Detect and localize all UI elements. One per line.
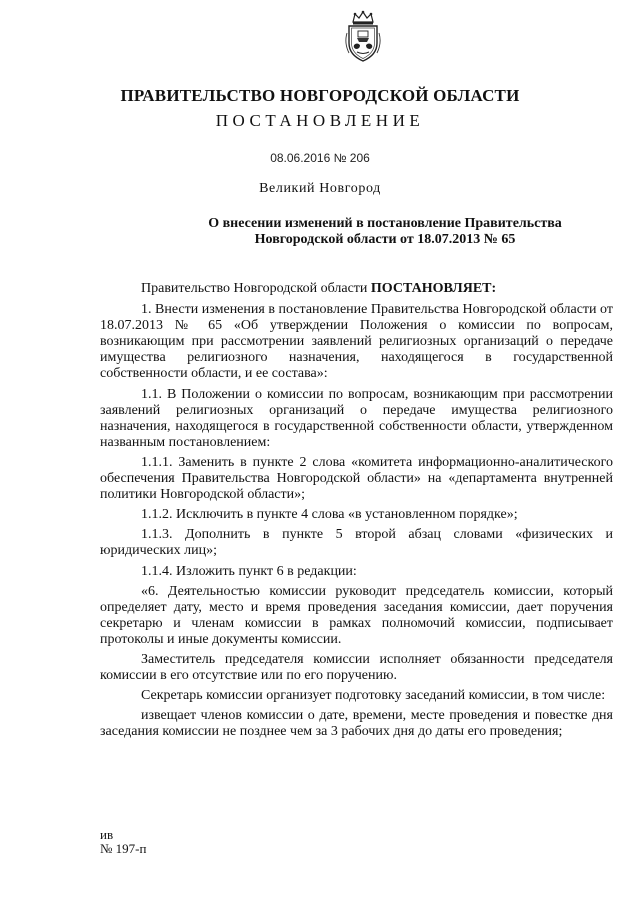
paragraph-1-1: 1.1. В Положении о комиссии по вопросам, возникающим при рассмотрении заявлений религиозных организаций о передаче имущества религиозного назначения, находящегося в государственной собственности области, утвержденном названным постановлением: <box>100 386 613 450</box>
coat-of-arms-icon <box>343 9 383 63</box>
paragraph-1-1-2: 1.1.2. Исключить в пункте 4 слова «в установленном порядке»; <box>141 507 518 523</box>
paragraph-1-1-3: 1.1.3. Дополнить в пункте 5 второй абзац словами «физических и юридических лиц»; <box>100 527 613 559</box>
document-date-number: 08.06.2016 № 206 <box>270 151 370 165</box>
footer-initials: ив <box>100 827 114 842</box>
subject-line-2: Новгородской области от 18.07.2013 № 65 <box>254 232 516 247</box>
document-footer <box>100 828 146 856</box>
intro-paragraph <box>100 281 613 297</box>
paragraph-deputy: Заместитель председателя комиссии исполняет обязанности председателя комиссии в его отсутствие или по его поручению. <box>100 651 613 684</box>
document-subject <box>150 216 620 248</box>
intro-text: Правительство Новгородской области <box>141 281 371 296</box>
organization-title: ПРАВИТЕЛЬСТВО НОВГОРОДСКОЙ ОБЛАСТИ <box>120 86 520 105</box>
paragraph-notify: извещает членов комиссии о дате, времени, месте проведения и повестке дня заседания комиссии не позднее чем за 3 рабочих дня до даты его проведения; <box>100 708 613 740</box>
footer-reg-number: № 197-п <box>100 841 147 856</box>
paragraph-item-6: «6. Деятельностью комиссии руководит председатель комиссии, который определяет дату, место и время проведения заседания комиссии, дает поручения секретарю и членам комиссии в рамках полномочий комиссии, подписывает протоколы и иные документы комиссии. <box>100 583 613 647</box>
document-type: ПОСТАНОВЛЕНИЕ <box>215 111 425 130</box>
paragraph-1-1-4: 1.1.4. Изложить пункт 6 в редакции: <box>141 563 357 579</box>
subject-line-1: О внесении изменений в постановление Правительства <box>208 216 562 231</box>
paragraph-1: 1. Внести изменения в постановление Правительства Новгородской области от 18.07.2013 № 65 «Об утверждении Положения о комиссии по вопросам, возникающим при рассмотрении заявлений религиозных организаций о передаче имущества религиозного назначения, находящегося в государственной собственности области, и ее состава»: <box>100 302 613 382</box>
document-city: Великий Новгород <box>259 181 381 196</box>
document-body <box>100 281 613 740</box>
paragraph-1-1-1: 1.1.1. Заменить в пункте 2 слова «комитета информационно-аналитического обеспечения Правительства Новгородской области» на «департамента внутренней политики Новгородской области»; <box>100 454 613 503</box>
intro-bold: ПОСТАНОВЛЯЕТ: <box>370 281 497 296</box>
paragraph-secretary: Секретарь комиссии организует подготовку заседаний комиссии, в том числе: <box>141 688 606 704</box>
